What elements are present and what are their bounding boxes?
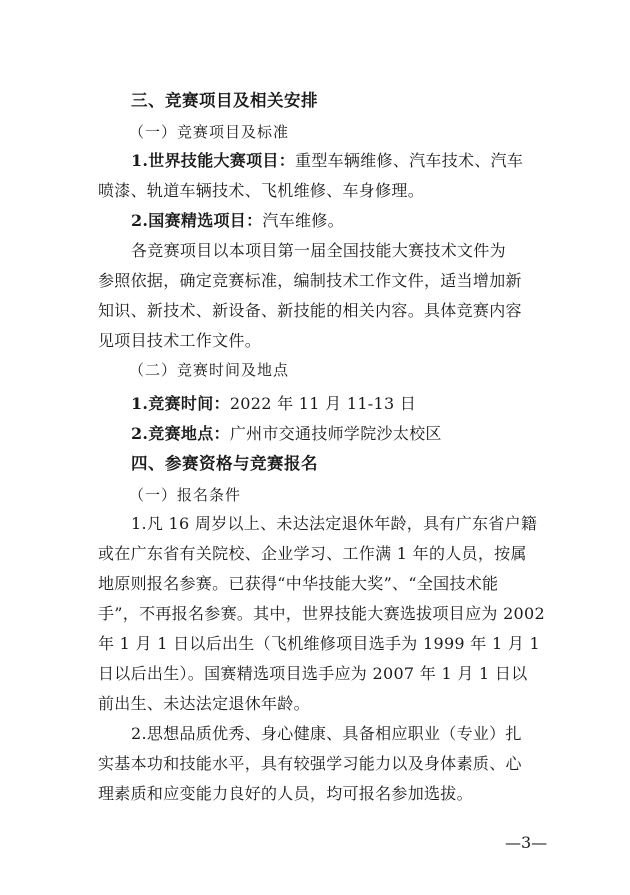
competition-place-value: 广州市交通技师学院沙太校区 xyxy=(229,424,442,443)
section-3-sub-1-heading: （一）竞赛项目及标准 xyxy=(129,123,290,141)
national-select-label: 2.国赛精选项目： xyxy=(131,211,263,230)
standard-paragraph-line: 各竞赛项目以本项目第一届全国技能大赛技术文件为 xyxy=(131,241,506,260)
competition-time xyxy=(131,393,581,415)
condition-1-line: 或在广东省有关院校、企业学习、工作满 1 年的人员，按属 xyxy=(98,544,527,563)
condition-1-line: 1.凡 16 周岁以上、未达法定退休年龄，具有广东省户籍 xyxy=(131,514,538,533)
condition-2-line: 理素质和应变能力良好的人员，均可报名参加选拔。 xyxy=(98,784,473,803)
condition-2-line: 2.思想品质优秀、身心健康、具备相应职业（专业）扎 xyxy=(131,724,522,743)
national-select-text: 汽车维修。 xyxy=(262,211,344,230)
national-select-item xyxy=(131,210,581,232)
page-number: —3— xyxy=(505,833,548,852)
section-4-heading: 四、参赛资格与竞赛报名 xyxy=(131,454,318,473)
world-skills-label: 1.世界技能大赛项目： xyxy=(131,151,296,170)
section-3-heading: 三、竞赛项目及相关安排 xyxy=(131,91,318,110)
competition-place xyxy=(131,423,581,445)
condition-1-line: 年 1 月 1 日以后出生（飞机维修项目选手为 1999 年 1 月 1 xyxy=(98,634,541,653)
standard-paragraph-line: 见项目技术工作文件。 xyxy=(98,331,262,350)
standard-paragraph-line: 参照依据，确定竞赛标准，编制技术工作文件，适当增加新 xyxy=(98,271,522,290)
condition-1-line: 日以后出生）。国赛精选项目选手应为 2007 年 1 月 1 日以 xyxy=(98,664,528,683)
section-3-sub-2-heading: （二）竞赛时间及地点 xyxy=(129,361,290,379)
competition-place-label: 2.竞赛地点： xyxy=(131,424,230,443)
condition-2-line: 实基本功和技能水平，具有较强学习能力以及身体素质、心 xyxy=(98,754,522,773)
condition-1-line: 前出生、未达法定退休年龄。 xyxy=(98,694,310,713)
section-4-sub-1-heading: （一）报名条件 xyxy=(129,486,242,504)
world-skills-item xyxy=(131,150,581,172)
competition-time-label: 1.竞赛时间： xyxy=(131,394,230,413)
world-skills-text-line-1: 重型车辆维修、汽车技术、汽车 xyxy=(295,151,524,170)
condition-1-line: 手”，不再报名参赛。其中，世界技能大赛选拔项目应为 2002 xyxy=(98,604,545,623)
standard-paragraph-line: 知识、新技术、新设备、新技能的相关内容。具体竞赛内容 xyxy=(98,301,522,320)
world-skills-text-line-2: 喷漆、轨道车辆技术、飞机维修、车身修理。 xyxy=(98,181,425,200)
condition-1-line: 地原则报名参赛。已获得“中华技能大奖”、“全国技术能 xyxy=(98,574,499,593)
competition-time-value: 2022 年 11 月 11-13 日 xyxy=(229,394,417,413)
